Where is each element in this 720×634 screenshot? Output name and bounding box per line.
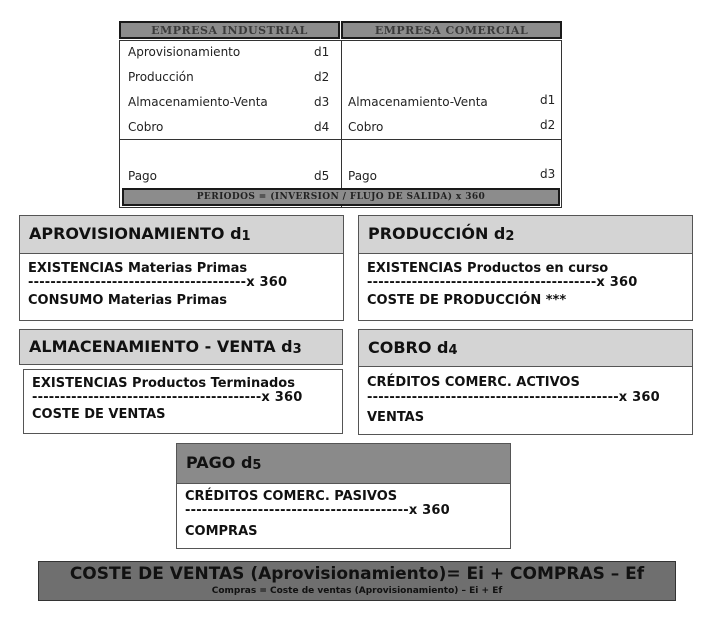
header-industrial: EMPRESA INDUSTRIAL [119,21,340,39]
industrial-row-code: d4 [314,120,330,134]
header-commercial: EMPRESA COMERCIAL [341,21,562,39]
box-title: COBRO $d_4$ [358,329,693,367]
industrial-row-code: d3 [314,95,330,109]
industrial-row-label: Almacenamiento-Venta [128,95,268,109]
industrial-row-code: d1 [314,45,330,59]
fraction-line: -----------------------------------------x 360 [367,275,638,290]
numerator: EXISTENCIAS Materias Primas [28,261,248,276]
commercial-row-label: Cobro [348,120,384,134]
box-pago [176,443,511,549]
industrial-row-label: Aprovisionamiento [128,45,241,59]
box-produccion [358,215,693,321]
fraction-line: ----------------------------------------x 360 [185,503,450,518]
commercial-row-code: d1 [540,93,556,107]
commercial-row-code: d2 [540,118,556,132]
denominator: CONSUMO Materias Primas [28,293,227,308]
box-body [176,483,511,549]
table-body [119,40,562,208]
fraction-line: ---------------------------------------x 360 [28,275,288,290]
numerator: EXISTENCIAS Productos en curso [367,261,609,276]
commercial-row-label: Pago [348,169,378,183]
numerator: EXISTENCIAS Productos Terminados [32,376,295,391]
box-title: PRODUCCIÓN $d_2$ [358,215,693,254]
denominator: COSTE DE PRODUCCIÓN *** [367,293,567,308]
column-divider [341,41,342,207]
industrial-row-label: Pago [128,169,158,183]
periods-formula: PERIODOS = (INVERSION / FLUJO DE SALIDA) x 360 [122,188,560,206]
fraction-line: -----------------------------------------x 360 [32,390,303,405]
denominator: COMPRAS [185,524,258,539]
commercial-row-label: Almacenamiento-Venta [348,95,488,109]
box-body [358,366,693,435]
periods-table [119,21,562,208]
formula-sub: Compras = Coste de ventas (Aprovisionamiento) – Ei + Ef [211,586,503,596]
box-title: PAGO $d_5$ [176,443,511,484]
numerator: CRÉDITOS COMERC. PASIVOS [185,489,398,504]
box-cobro [358,329,693,435]
numerator: CRÉDITOS COMERC. ACTIVOS [367,375,580,390]
denominator: COSTE DE VENTAS [32,407,166,422]
row-separator [120,139,561,140]
box-title: ALMACENAMIENTO - VENTA $d_3$ [19,329,343,365]
box-aprovisionamiento [19,215,344,321]
denominator: VENTAS [367,410,425,425]
formula-main: COSTE DE VENTAS (Aprovisionamiento)= Ei + COMPRAS – Ef [69,564,645,584]
fraction-line: ---------------------------------------------x 360 [367,390,660,405]
box-almacenamiento-venta [19,329,343,434]
box-body [23,369,343,434]
commercial-row-code: d3 [540,167,556,181]
box-body [19,253,344,321]
industrial-row-code: d2 [314,70,330,84]
industrial-row-label: Cobro [128,120,164,134]
box-body [358,253,693,321]
box-title: APROVISIONAMIENTO $d_1$ [19,215,344,254]
industrial-row-label: Producción [128,70,194,84]
coste-ventas-formula [38,561,676,601]
industrial-row-code: d5 [314,169,330,183]
